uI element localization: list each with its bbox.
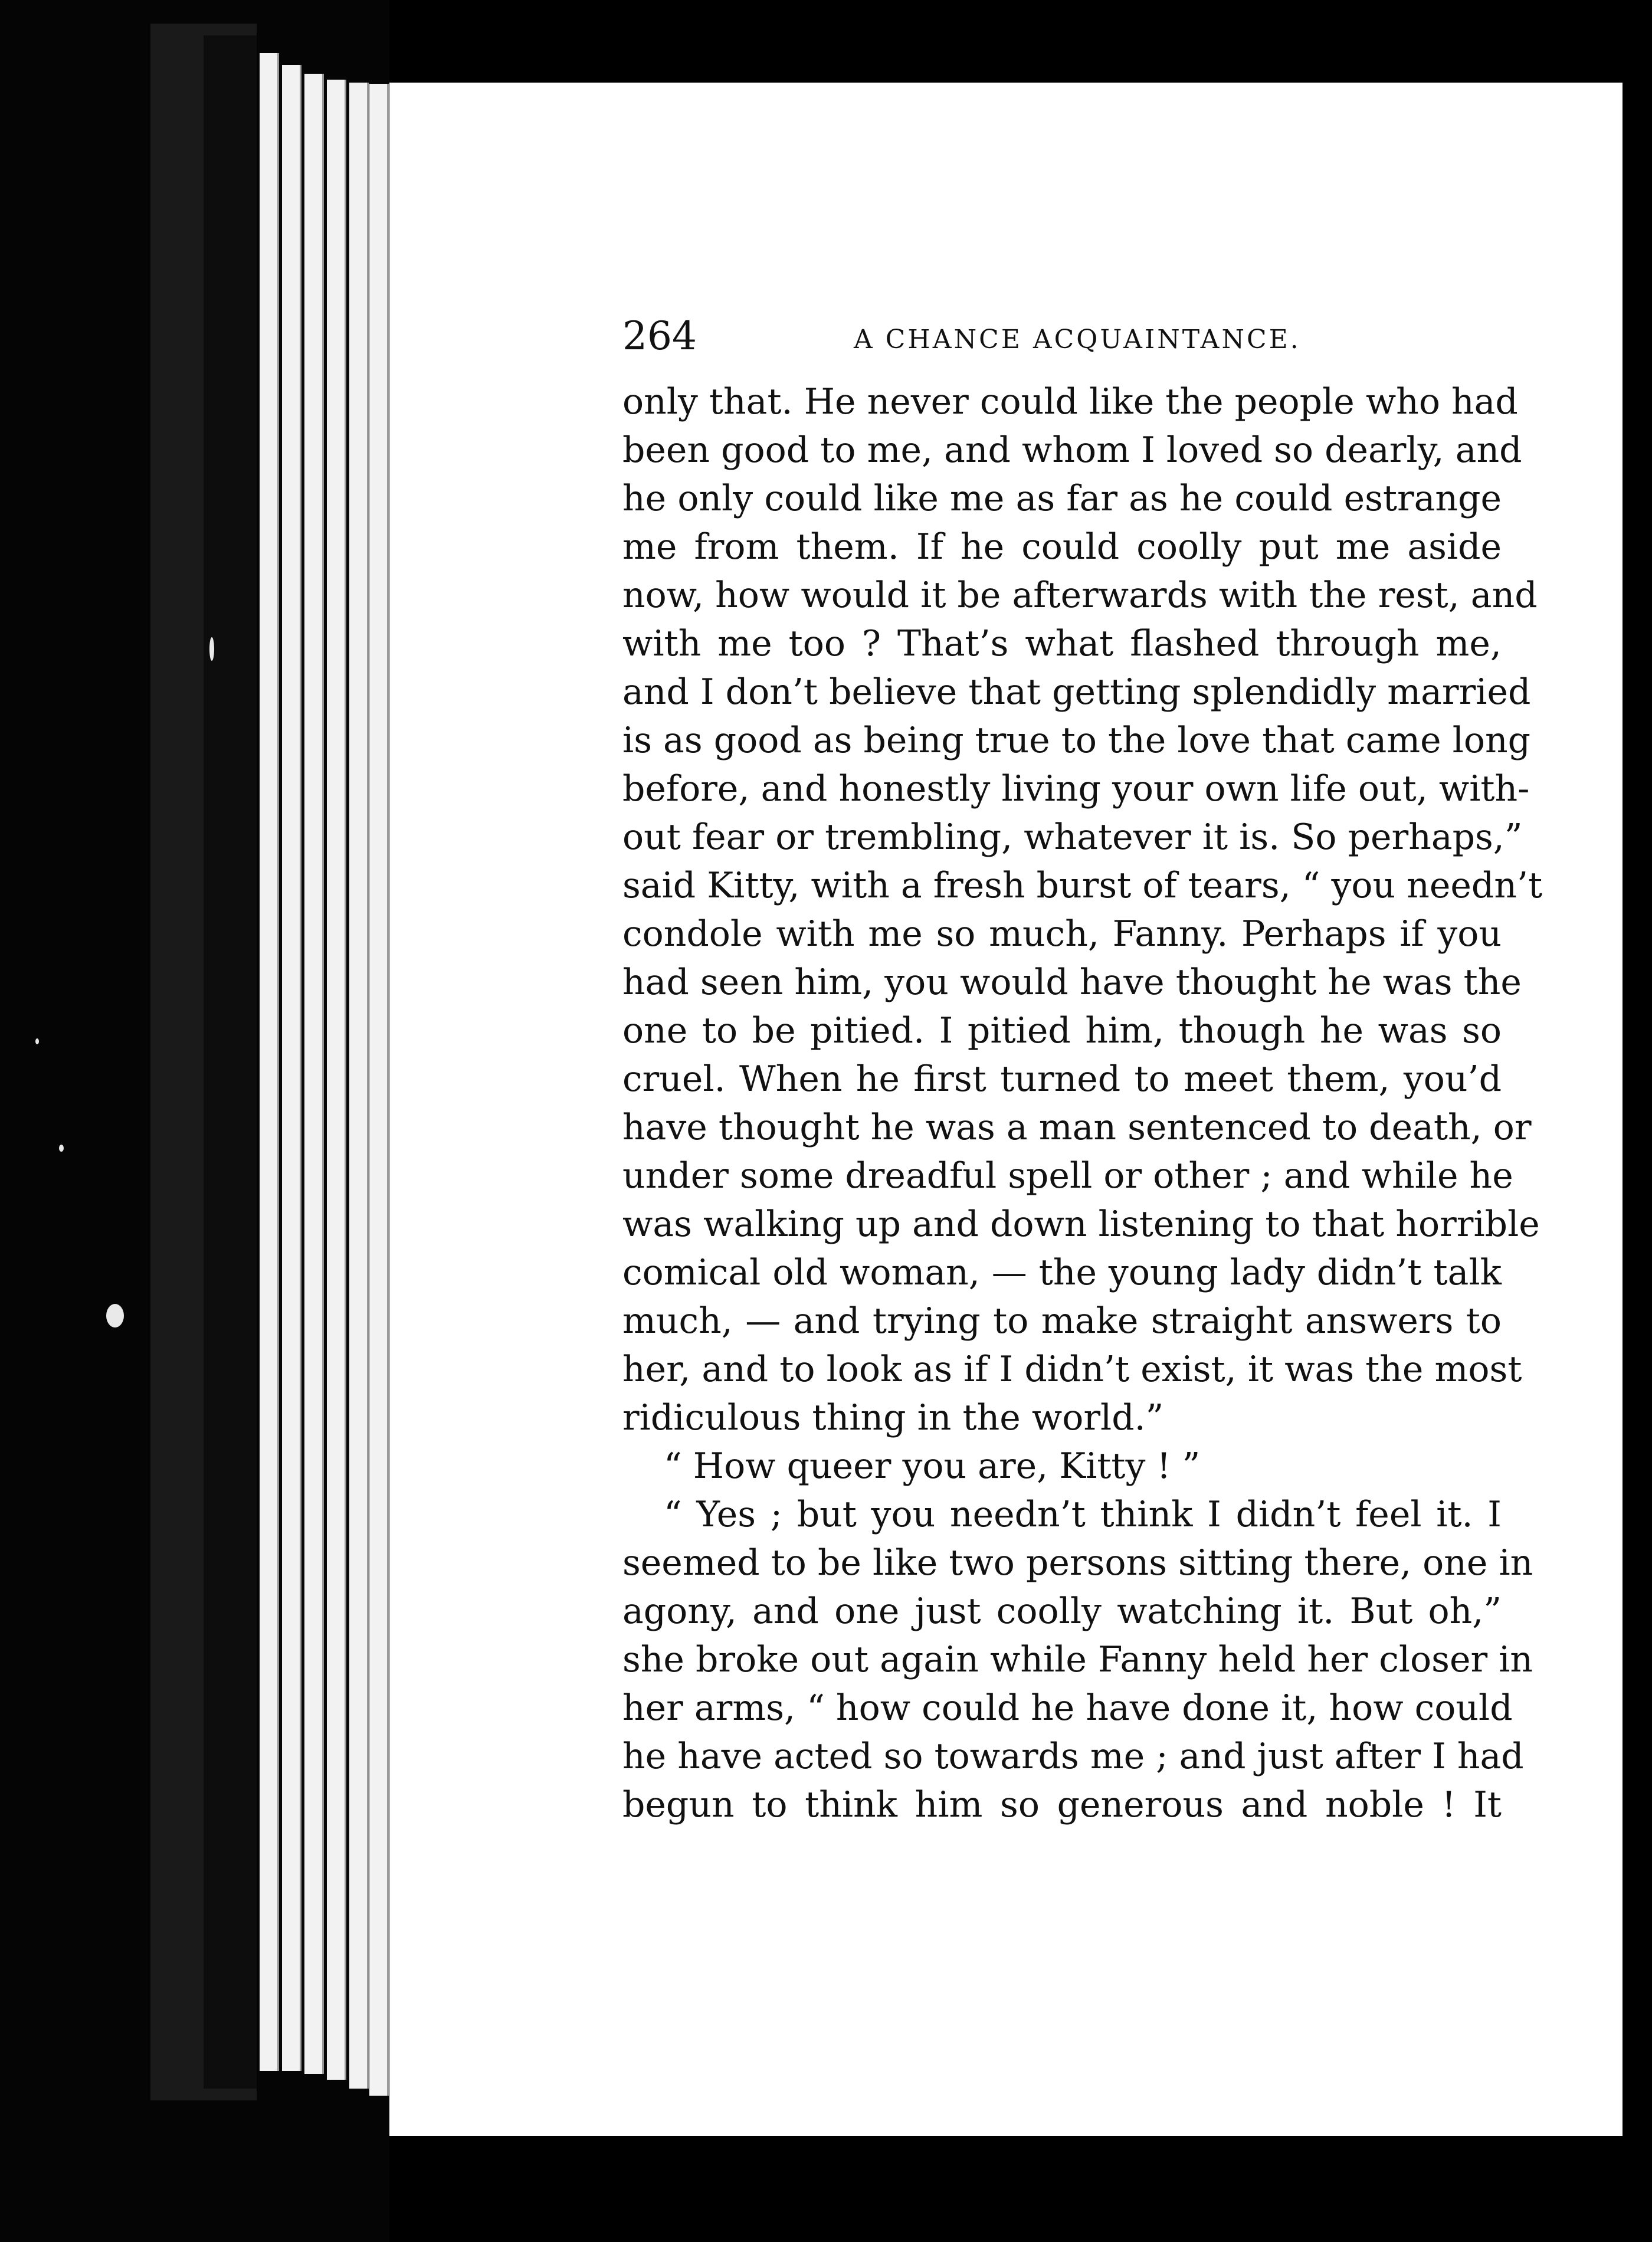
text-line: with me too ? That’s what flashed through me, [622,623,1502,664]
text-line: much, — and trying to make straight answers to [622,1300,1502,1342]
text-line: begun to think him so generous and noble ! It [622,1784,1502,1825]
text-line: been good to me, and whom I loved so dearly, and [622,430,1522,471]
text-line: is as good as being true to the love that came long [622,720,1531,761]
text-line: she broke out again while Fanny held her closer in [622,1639,1533,1680]
page-stack-edge [327,80,346,2080]
page-stack-edge [369,84,389,2096]
page-stack-edge [282,65,301,2071]
text-line: and I don’t believe that getting splendidly married [622,671,1531,713]
book-page [389,83,1622,2136]
text-line: her arms, “ how could he have done it, how could [622,1687,1513,1729]
text-line: now, how would it be afterwards with the rest, and [622,575,1538,616]
text-line: under some dreadful spell or other ; and while he [622,1155,1513,1197]
text-line: out fear or trembling, whatever it is. So perhaps,” [622,817,1523,858]
dust-speck [59,1145,64,1152]
text-line: before, and honestly living your own life out, with- [622,768,1530,809]
body-text [622,378,1543,1829]
text-line: seemed to be like two persons sitting there, one in [622,1542,1533,1584]
page-number: 264 [622,313,697,359]
text-line: one to be pitied. I pitied him, though he was so [622,1010,1502,1051]
text-line: ridiculous thing in the world.” [622,1397,1164,1438]
text-line: only that. He never could like the people who had [622,381,1518,422]
text-line: had seen him, you would have thought he was the [622,962,1522,1003]
dust-speck [209,637,214,661]
page-stack-edge [260,53,279,2071]
text-line: her, and to look as if I didn’t exist, it was the most [622,1349,1522,1390]
running-head: A CHANCE ACQUAINTANCE. [854,324,1301,355]
text-line: agony, and one just coolly watching it. But oh,” [622,1591,1502,1632]
text-line: he have acted so towards me ; and just after I had [622,1736,1524,1777]
text-line: condole with me so much, Fanny. Perhaps if you [622,913,1502,955]
text-line: said Kitty, with a fresh burst of tears, “ you needn’t [622,865,1543,906]
text-line: he only could like me as far as he could estrange [622,478,1502,519]
text-line: have thought he was a man sentenced to death, or [622,1107,1532,1148]
text-line: comical old woman, — the young lady didn’t talk [622,1252,1502,1293]
dust-speck [35,1038,39,1044]
text-line: cruel. When he first turned to meet them, you’d [622,1058,1502,1100]
text-line: “ Yes ; but you needn’t think I didn’t feel it. I [664,1494,1502,1535]
page-stack-edge [349,83,369,2089]
text-line: “ How queer you are, Kitty ! ” [664,1446,1201,1487]
page-header [622,307,1507,366]
text-line: me from them. If he could coolly put me aside [622,526,1502,568]
dust-speck [106,1304,124,1328]
page-stack-edge [304,74,324,2074]
book-cover-inner [204,35,257,2089]
text-line: was walking up and down listening to that horrible [622,1204,1540,1245]
